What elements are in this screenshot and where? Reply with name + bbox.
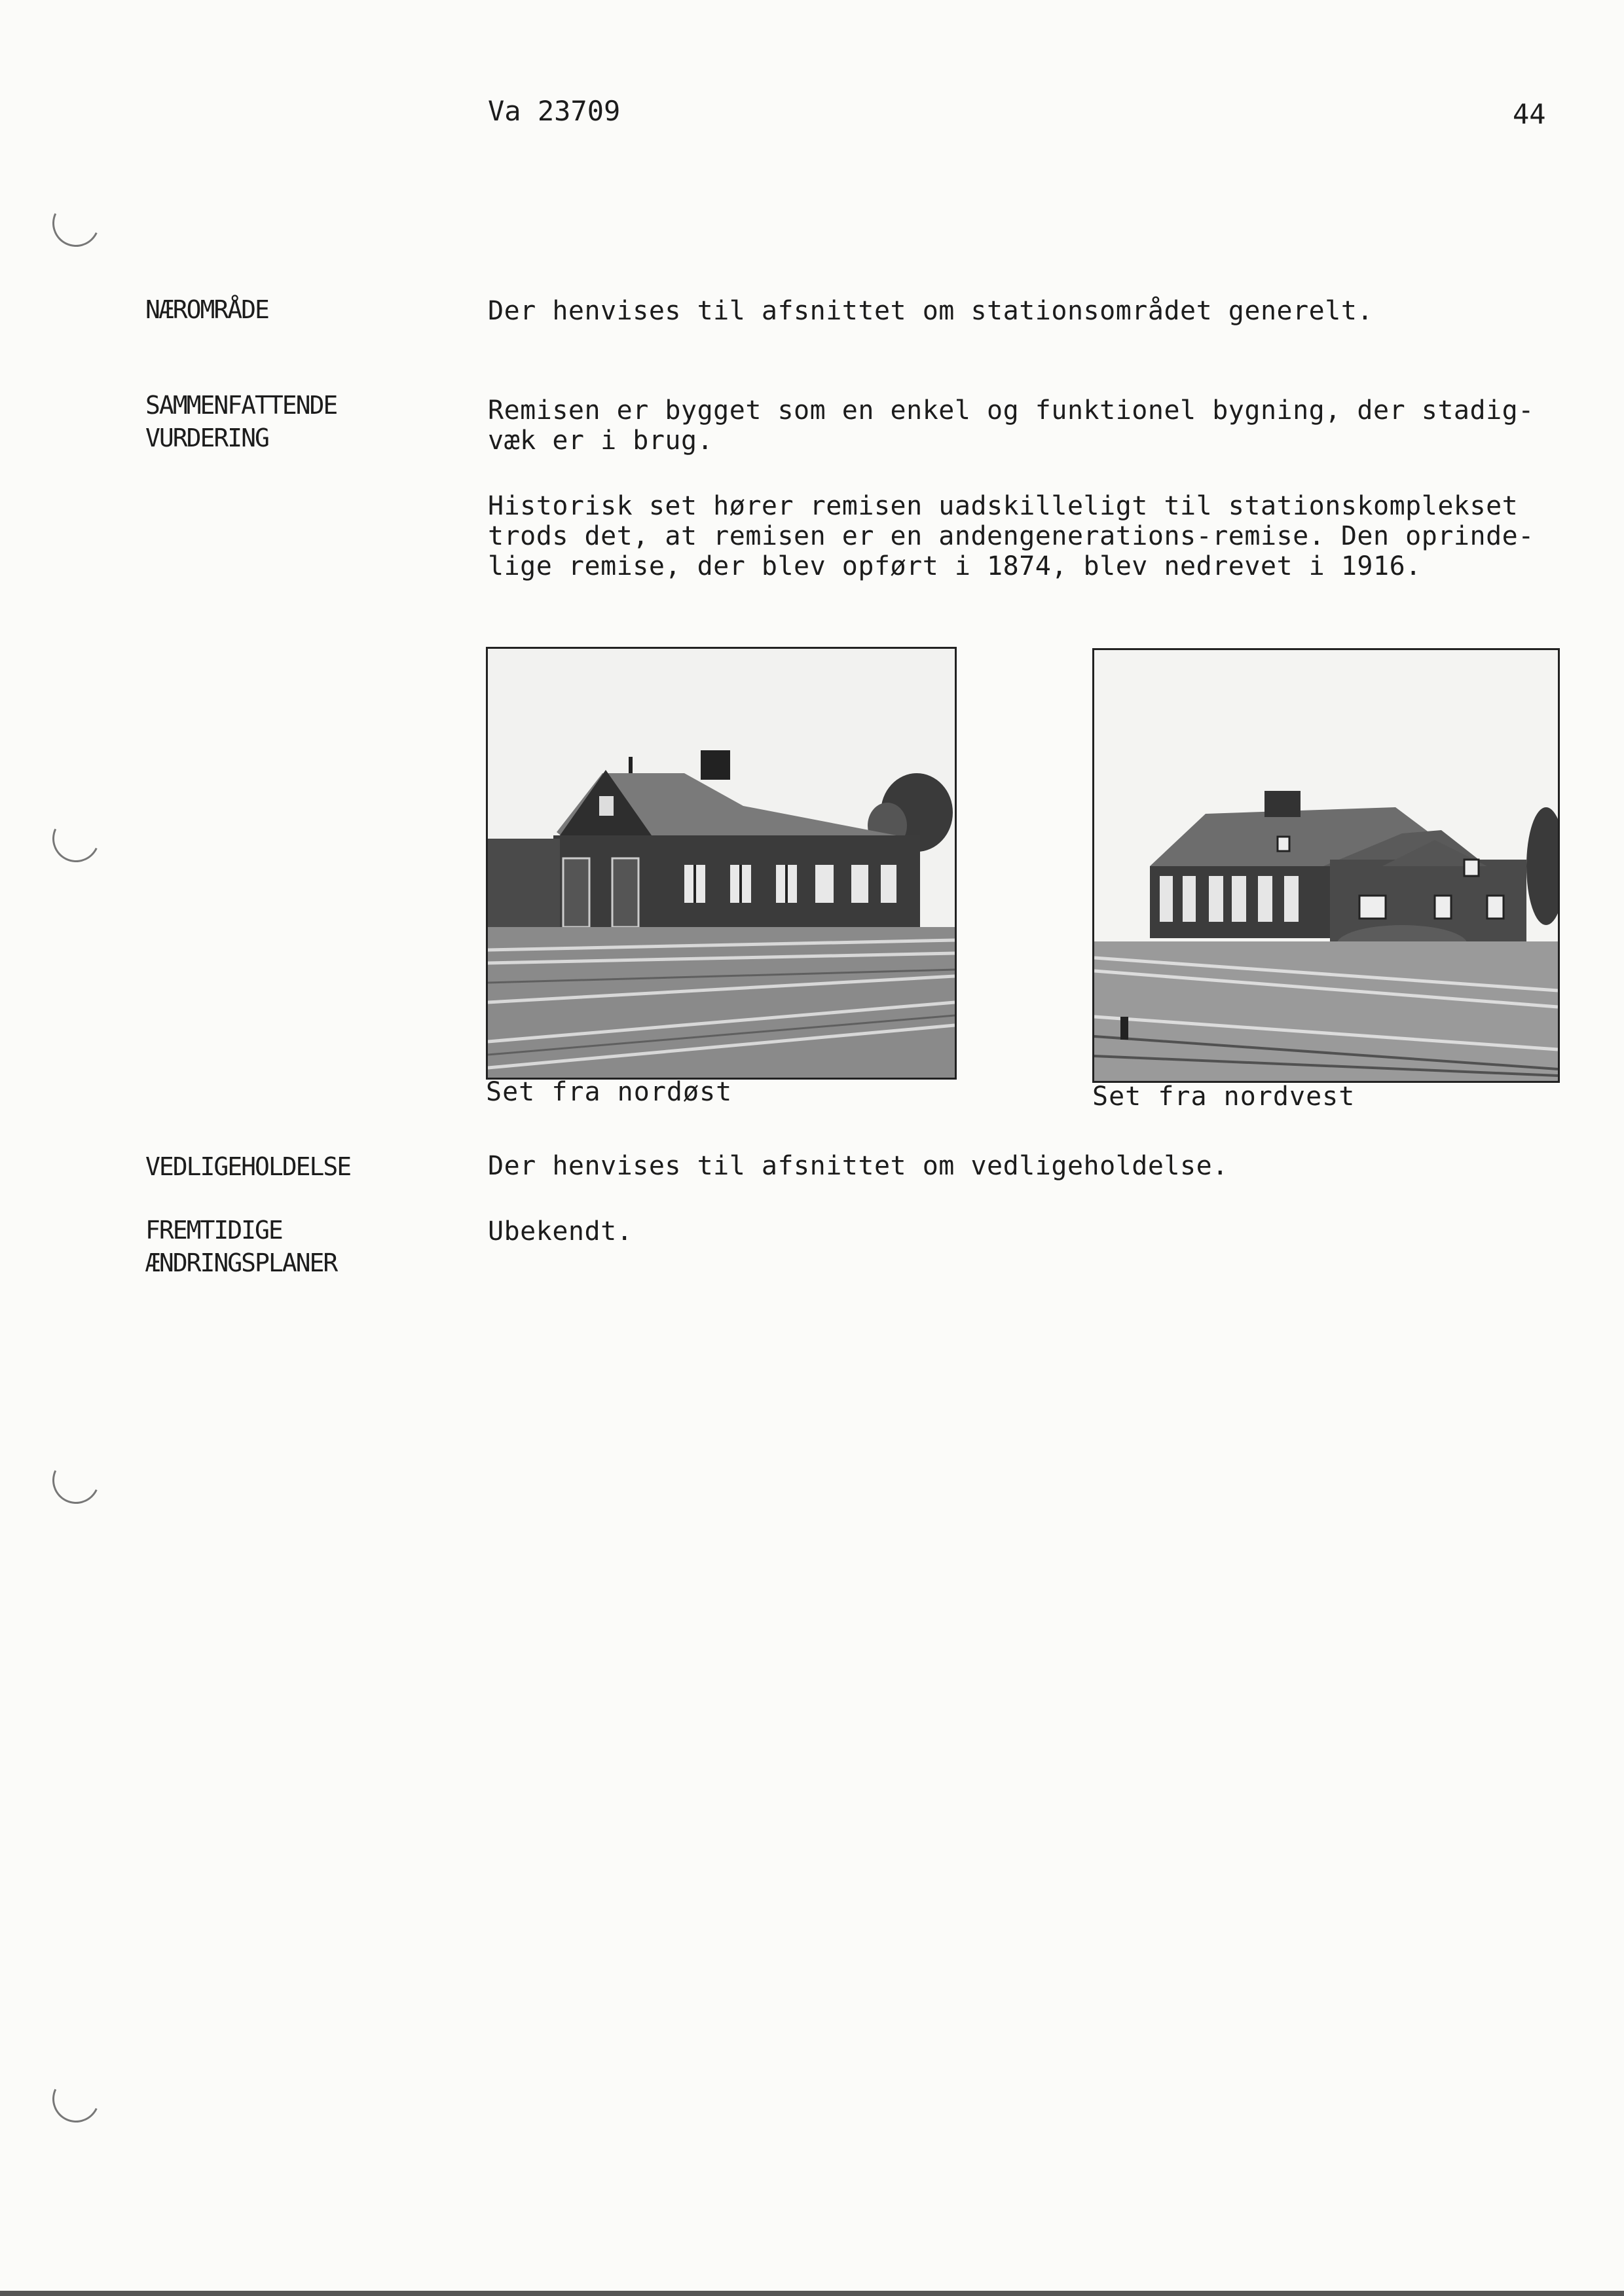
section-label-vedligeholdelse: VEDLIGEHOLDELSE [145,1152,351,1181]
text-line: Historisk set hører remisen uadskilleligt til stationskomplekset [488,491,1519,521]
label-line: ÆNDRINGSPLANER [145,1248,337,1277]
text-line: Remisen er bygget som en enkel og funktionel bygning, der stadig- [488,395,1534,426]
label-line: VURDERING [145,424,268,452]
text-line: væk er i brug. [488,426,714,456]
label-line: FREMTIDIGE [145,1216,282,1245]
section-text-vedligeholdelse: Der henvises til afsnittet om vedligeholdelse. [488,1151,1228,1181]
binder-hole [46,809,106,869]
binder-hole [46,1450,106,1510]
label-line: SAMMENFATTENDE [145,391,337,420]
document-reference: Va 23709 [488,95,621,127]
section-label-vurdering [145,389,337,454]
photo-northeast [486,647,957,1080]
section-text-naeromrade: Der henvises til afsnittet om stationsområdet generelt. [488,296,1374,326]
photo-caption-northeast: Set fra nordøst [486,1077,733,1107]
text-line: lige remise, der blev opført i 1874, blev nedrevet i 1916. [488,551,1422,581]
page-number: 44 [1513,98,1546,130]
photo-northwest [1092,648,1560,1083]
section-label-naeromrade: NÆROMRÅDE [145,295,268,324]
vurdering-paragraph-2 [488,491,1575,581]
vurdering-paragraph-1 [488,395,1575,456]
section-text-fremtidige: Ubekendt. [488,1216,633,1247]
section-label-fremtidige [145,1214,337,1279]
binder-hole [46,193,106,253]
binder-hole [46,2069,106,2129]
text-line: trods det, at remisen er en andengenerations-remise. Den oprinde- [488,521,1534,551]
photo-caption-northwest: Set fra nordvest [1092,1082,1356,1112]
scan-bottom-edge [0,2291,1624,2296]
